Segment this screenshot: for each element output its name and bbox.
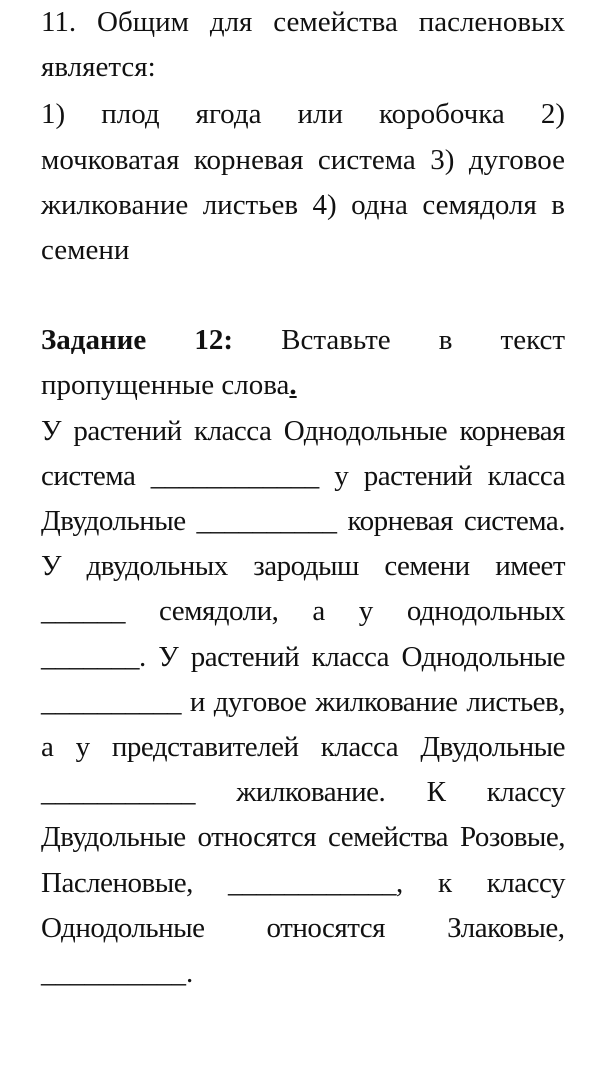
question-11-options bbox=[41, 92, 565, 273]
task-12-heading bbox=[41, 318, 565, 408]
paragraph-spacer bbox=[41, 273, 565, 318]
task-12-instruction-end: . bbox=[289, 369, 297, 402]
task-12-text-comma: , bbox=[557, 911, 565, 944]
task-12-instruction: Вставьте в текст пропущенные слова bbox=[41, 324, 565, 402]
task-12-fill-text bbox=[41, 409, 565, 997]
question-11-options-text: 1) плод ягода или коробочка 2) мочковатая корневая система 3) дуговое жилкование листьев 4) одна семядоля в семени bbox=[41, 98, 565, 267]
task-12-label: Задание 12: bbox=[41, 324, 234, 357]
task-12-text-part1: У растений класса Однодольные корневая система ____________ у растений класса Двудольные __________ корневая система. У двудольных зародыш семени имеет ______ семядоли, а у однодольных _______. У растений класса Однодольные __________ и дуговое жилкование листьев, а у представителей класса Двудольные ___________ жилкование. К классу Двудольные относятся семейства Розовые, Пасленовые, ____________, к классу Однодольные относятся Злаковые bbox=[41, 414, 565, 944]
question-11-stem bbox=[41, 0, 565, 90]
question-11-stem-text: 11. Общим для семейства пасленовых является: bbox=[41, 6, 565, 84]
task-12-text-part2: __________. bbox=[41, 957, 194, 990]
